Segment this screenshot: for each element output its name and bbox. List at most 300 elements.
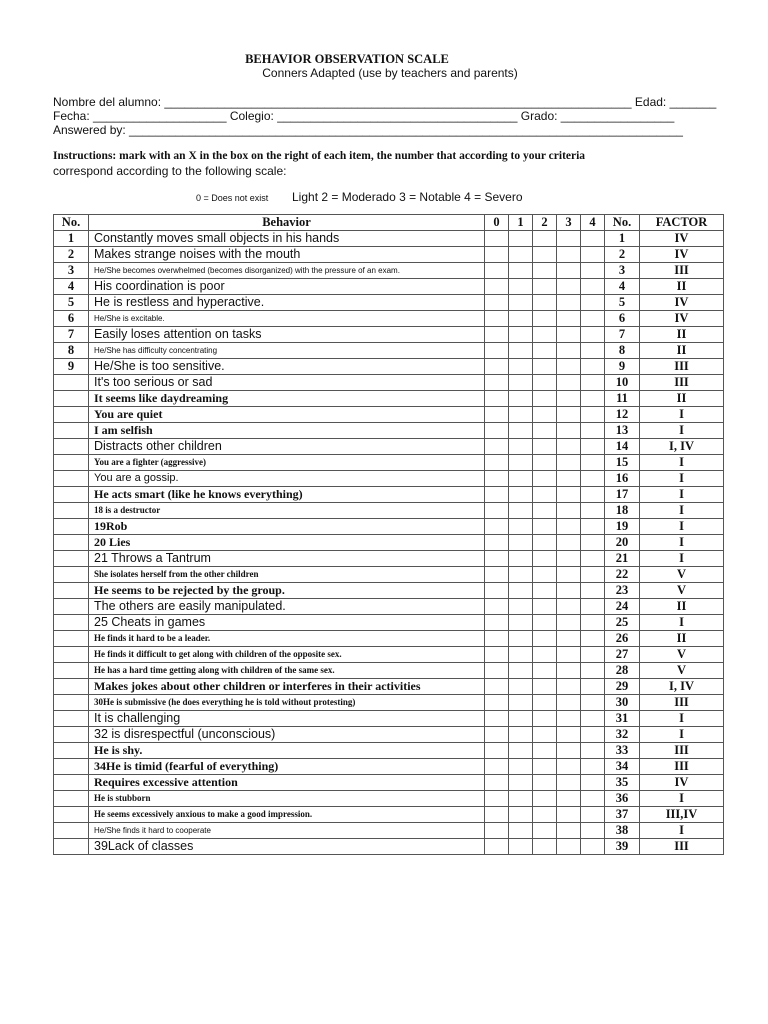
score-box-0[interactable]	[485, 807, 509, 823]
score-box-1[interactable]	[509, 759, 533, 775]
score-box-0[interactable]	[485, 407, 509, 423]
score-box-4[interactable]	[581, 839, 605, 855]
score-box-0[interactable]	[485, 279, 509, 295]
score-box-4[interactable]	[581, 711, 605, 727]
score-box-2[interactable]	[533, 471, 557, 487]
score-box-0[interactable]	[485, 423, 509, 439]
score-box-0[interactable]	[485, 519, 509, 535]
score-box-1[interactable]	[509, 583, 533, 599]
behavior-text: Makes strange noises with the mouth	[89, 247, 485, 263]
score-box-1[interactable]	[509, 631, 533, 647]
row-number-right: 8	[605, 343, 640, 359]
scale-zero: 0 = Does not exist	[196, 193, 269, 203]
factor-cell: II	[640, 279, 724, 295]
score-box-2[interactable]	[533, 727, 557, 743]
score-box-1[interactable]	[509, 711, 533, 727]
score-box-4[interactable]	[581, 791, 605, 807]
score-box-2[interactable]	[533, 759, 557, 775]
behavior-text: 25 Cheats in games	[89, 615, 485, 631]
score-box-1[interactable]	[509, 839, 533, 855]
behavior-text: Distracts other children	[89, 439, 485, 455]
factor-cell: II	[640, 343, 724, 359]
table-row	[54, 407, 724, 423]
score-box-2[interactable]	[533, 311, 557, 327]
score-box-1[interactable]	[509, 599, 533, 615]
score-box-2[interactable]	[533, 775, 557, 791]
row-number-right: 10	[605, 375, 640, 391]
score-box-4[interactable]	[581, 375, 605, 391]
factor-cell: IV	[640, 295, 724, 311]
table-row	[54, 439, 724, 455]
score-box-0[interactable]	[485, 535, 509, 551]
score-box-3[interactable]	[557, 359, 581, 375]
score-box-3[interactable]	[557, 727, 581, 743]
score-box-1[interactable]	[509, 727, 533, 743]
score-box-1[interactable]	[509, 375, 533, 391]
behavior-text: 21 Throws a Tantrum	[89, 551, 485, 567]
score-box-2[interactable]	[533, 823, 557, 839]
score-box-3[interactable]	[557, 743, 581, 759]
table-row	[54, 327, 724, 343]
col-header-score-4: 4	[581, 215, 605, 231]
score-box-2[interactable]	[533, 407, 557, 423]
row-number	[54, 567, 89, 583]
behavior-text: 32 is disrespectful (unconscious)	[89, 727, 485, 743]
score-box-3[interactable]	[557, 535, 581, 551]
table-row	[54, 423, 724, 439]
row-number	[54, 423, 89, 439]
score-box-0[interactable]	[485, 375, 509, 391]
row-number-right: 9	[605, 359, 640, 375]
score-box-0[interactable]	[485, 295, 509, 311]
score-box-3[interactable]	[557, 295, 581, 311]
row-number-right: 13	[605, 423, 640, 439]
score-box-3[interactable]	[557, 759, 581, 775]
score-box-0[interactable]	[485, 503, 509, 519]
score-box-0[interactable]	[485, 631, 509, 647]
score-box-1[interactable]	[509, 823, 533, 839]
score-box-3[interactable]	[557, 263, 581, 279]
row-number	[54, 759, 89, 775]
score-box-0[interactable]	[485, 775, 509, 791]
col-header-score-2: 2	[533, 215, 557, 231]
score-box-2[interactable]	[533, 535, 557, 551]
factor-cell: I, IV	[640, 439, 724, 455]
score-box-3[interactable]	[557, 519, 581, 535]
score-box-4[interactable]	[581, 695, 605, 711]
col-header-score-0: 0	[485, 215, 509, 231]
row-number	[54, 743, 89, 759]
score-box-1[interactable]	[509, 327, 533, 343]
score-box-0[interactable]	[485, 839, 509, 855]
score-box-4[interactable]	[581, 263, 605, 279]
score-box-2[interactable]	[533, 327, 557, 343]
behavior-text: He is stubborn	[89, 791, 485, 807]
row-number	[54, 519, 89, 535]
score-box-4[interactable]	[581, 295, 605, 311]
score-box-2[interactable]	[533, 743, 557, 759]
score-box-3[interactable]	[557, 231, 581, 247]
answered-by-line[interactable]: Answered by: ___________________________________________________________________________________	[53, 123, 683, 137]
date-school-grade-line[interactable]: Fecha: ____________________ Colegio: ____________________________________ Grado: _________________	[53, 109, 675, 123]
score-box-4[interactable]	[581, 615, 605, 631]
table-row	[54, 567, 724, 583]
behavior-text: He seems to be rejected by the group.	[89, 583, 485, 599]
score-box-0[interactable]	[485, 759, 509, 775]
score-box-1[interactable]	[509, 391, 533, 407]
score-box-3[interactable]	[557, 791, 581, 807]
score-box-4[interactable]	[581, 247, 605, 263]
table-row	[54, 535, 724, 551]
table-row	[54, 583, 724, 599]
score-box-3[interactable]	[557, 311, 581, 327]
score-box-4[interactable]	[581, 455, 605, 471]
score-box-2[interactable]	[533, 695, 557, 711]
score-box-2[interactable]	[533, 839, 557, 855]
table-row	[54, 679, 724, 695]
col-header-no: No.	[54, 215, 89, 231]
score-box-2[interactable]	[533, 615, 557, 631]
table-row	[54, 263, 724, 279]
score-box-3[interactable]	[557, 695, 581, 711]
score-box-0[interactable]	[485, 439, 509, 455]
score-box-0[interactable]	[485, 615, 509, 631]
row-number	[54, 823, 89, 839]
score-box-2[interactable]	[533, 375, 557, 391]
score-box-1[interactable]	[509, 423, 533, 439]
score-box-4[interactable]	[581, 279, 605, 295]
score-box-2[interactable]	[533, 807, 557, 823]
score-box-3[interactable]	[557, 551, 581, 567]
score-box-2[interactable]	[533, 711, 557, 727]
score-box-3[interactable]	[557, 503, 581, 519]
score-box-3[interactable]	[557, 599, 581, 615]
row-number	[54, 839, 89, 855]
score-box-2[interactable]	[533, 343, 557, 359]
score-box-1[interactable]	[509, 679, 533, 695]
score-box-1[interactable]	[509, 647, 533, 663]
behavior-text: It's too serious or sad	[89, 375, 485, 391]
scale-levels: Light 2 = Moderado 3 = Notable 4 = Severo	[292, 190, 523, 204]
score-box-4[interactable]	[581, 551, 605, 567]
factor-cell: II	[640, 631, 724, 647]
score-box-0[interactable]	[485, 647, 509, 663]
score-box-3[interactable]	[557, 391, 581, 407]
score-box-4[interactable]	[581, 471, 605, 487]
score-box-4[interactable]	[581, 359, 605, 375]
behavior-text: Easily loses attention on tasks	[89, 327, 485, 343]
score-box-4[interactable]	[581, 567, 605, 583]
score-box-0[interactable]	[485, 679, 509, 695]
score-box-0[interactable]	[485, 455, 509, 471]
score-box-3[interactable]	[557, 663, 581, 679]
score-box-1[interactable]	[509, 695, 533, 711]
row-number: 5	[54, 295, 89, 311]
score-box-2[interactable]	[533, 391, 557, 407]
behavior-table	[53, 214, 724, 855]
behavior-text: He/She is too sensitive.	[89, 359, 485, 375]
factor-cell: I	[640, 551, 724, 567]
score-box-1[interactable]	[509, 407, 533, 423]
factor-cell: III	[640, 759, 724, 775]
score-box-4[interactable]	[581, 647, 605, 663]
score-box-0[interactable]	[485, 231, 509, 247]
score-box-1[interactable]	[509, 439, 533, 455]
score-box-4[interactable]	[581, 663, 605, 679]
score-box-4[interactable]	[581, 311, 605, 327]
score-box-0[interactable]	[485, 263, 509, 279]
score-box-1[interactable]	[509, 471, 533, 487]
behavior-text: He acts smart (like he knows everything)	[89, 487, 485, 503]
table-row	[54, 391, 724, 407]
table-row	[54, 711, 724, 727]
score-box-4[interactable]	[581, 231, 605, 247]
score-box-2[interactable]	[533, 279, 557, 295]
score-box-1[interactable]	[509, 487, 533, 503]
table-row	[54, 471, 724, 487]
score-box-3[interactable]	[557, 423, 581, 439]
score-box-1[interactable]	[509, 231, 533, 247]
form-title: BEHAVIOR OBSERVATION SCALE	[245, 52, 449, 66]
score-box-2[interactable]	[533, 263, 557, 279]
score-box-4[interactable]	[581, 487, 605, 503]
score-box-4[interactable]	[581, 743, 605, 759]
score-box-4[interactable]	[581, 599, 605, 615]
score-box-0[interactable]	[485, 791, 509, 807]
score-box-3[interactable]	[557, 343, 581, 359]
table-row	[54, 455, 724, 471]
score-box-0[interactable]	[485, 711, 509, 727]
score-box-0[interactable]	[485, 599, 509, 615]
row-number: 7	[54, 327, 89, 343]
score-box-0[interactable]	[485, 247, 509, 263]
score-box-2[interactable]	[533, 679, 557, 695]
score-box-4[interactable]	[581, 583, 605, 599]
factor-cell: III,IV	[640, 807, 724, 823]
score-box-4[interactable]	[581, 807, 605, 823]
row-number-right: 31	[605, 711, 640, 727]
score-box-0[interactable]	[485, 359, 509, 375]
score-box-0[interactable]	[485, 343, 509, 359]
score-box-1[interactable]	[509, 663, 533, 679]
score-box-1[interactable]	[509, 519, 533, 535]
row-number-right: 22	[605, 567, 640, 583]
score-box-0[interactable]	[485, 567, 509, 583]
score-box-4[interactable]	[581, 343, 605, 359]
score-box-1[interactable]	[509, 503, 533, 519]
score-box-2[interactable]	[533, 439, 557, 455]
behavior-text: I am selfish	[89, 423, 485, 439]
score-box-1[interactable]	[509, 455, 533, 471]
row-number-right: 6	[605, 311, 640, 327]
row-number	[54, 583, 89, 599]
behavior-text: He finds it hard to be a leader.	[89, 631, 485, 647]
score-box-1[interactable]	[509, 567, 533, 583]
score-box-1[interactable]	[509, 263, 533, 279]
score-box-3[interactable]	[557, 455, 581, 471]
score-box-1[interactable]	[509, 311, 533, 327]
score-box-2[interactable]	[533, 567, 557, 583]
row-number-right: 20	[605, 535, 640, 551]
factor-cell: III	[640, 375, 724, 391]
score-box-2[interactable]	[533, 295, 557, 311]
factor-cell: I	[640, 615, 724, 631]
score-box-2[interactable]	[533, 551, 557, 567]
score-box-3[interactable]	[557, 567, 581, 583]
score-box-4[interactable]	[581, 327, 605, 343]
score-box-2[interactable]	[533, 231, 557, 247]
table-row	[54, 743, 724, 759]
score-box-2[interactable]	[533, 503, 557, 519]
score-box-0[interactable]	[485, 487, 509, 503]
score-box-2[interactable]	[533, 455, 557, 471]
table-row	[54, 231, 724, 247]
score-box-4[interactable]	[581, 775, 605, 791]
score-box-3[interactable]	[557, 679, 581, 695]
score-box-2[interactable]	[533, 359, 557, 375]
score-box-3[interactable]	[557, 247, 581, 263]
score-box-1[interactable]	[509, 359, 533, 375]
score-box-3[interactable]	[557, 471, 581, 487]
factor-cell: I	[640, 487, 724, 503]
factor-cell: V	[640, 647, 724, 663]
score-box-1[interactable]	[509, 743, 533, 759]
col-header-score-3: 3	[557, 215, 581, 231]
row-number	[54, 375, 89, 391]
behavior-text: You are a gossip.	[89, 471, 485, 487]
score-box-3[interactable]	[557, 631, 581, 647]
table-row	[54, 807, 724, 823]
table-row	[54, 775, 724, 791]
score-box-3[interactable]	[557, 487, 581, 503]
factor-cell: I	[640, 727, 724, 743]
score-box-3[interactable]	[557, 839, 581, 855]
score-box-2[interactable]	[533, 583, 557, 599]
row-number-right: 32	[605, 727, 640, 743]
row-number-right: 14	[605, 439, 640, 455]
score-box-3[interactable]	[557, 375, 581, 391]
score-box-0[interactable]	[485, 471, 509, 487]
table-row	[54, 551, 724, 567]
table-row	[54, 727, 724, 743]
factor-cell: III	[640, 743, 724, 759]
score-box-3[interactable]	[557, 279, 581, 295]
student-name-line[interactable]: Nombre del alumno: ______________________________________________________________________ Edad: _______	[53, 95, 717, 109]
row-number	[54, 599, 89, 615]
score-box-1[interactable]	[509, 247, 533, 263]
score-box-1[interactable]	[509, 551, 533, 567]
score-box-3[interactable]	[557, 807, 581, 823]
score-box-2[interactable]	[533, 791, 557, 807]
row-number	[54, 711, 89, 727]
score-box-1[interactable]	[509, 791, 533, 807]
score-box-0[interactable]	[485, 327, 509, 343]
score-box-1[interactable]	[509, 775, 533, 791]
score-box-3[interactable]	[557, 439, 581, 455]
score-box-4[interactable]	[581, 423, 605, 439]
score-box-0[interactable]	[485, 551, 509, 567]
score-box-2[interactable]	[533, 663, 557, 679]
score-box-4[interactable]	[581, 519, 605, 535]
factor-cell: I	[640, 519, 724, 535]
behavior-text: You are a fighter (aggressive)	[89, 455, 485, 471]
row-number-right: 28	[605, 663, 640, 679]
score-box-3[interactable]	[557, 327, 581, 343]
table-row	[54, 791, 724, 807]
score-box-1[interactable]	[509, 615, 533, 631]
score-box-3[interactable]	[557, 823, 581, 839]
factor-cell: V	[640, 583, 724, 599]
col-header-factor: FACTOR	[640, 215, 724, 231]
score-box-0[interactable]	[485, 823, 509, 839]
score-box-4[interactable]	[581, 759, 605, 775]
score-box-0[interactable]	[485, 311, 509, 327]
row-number: 9	[54, 359, 89, 375]
row-number-right: 39	[605, 839, 640, 855]
factor-cell: IV	[640, 775, 724, 791]
score-box-0[interactable]	[485, 727, 509, 743]
score-box-4[interactable]	[581, 535, 605, 551]
score-box-3[interactable]	[557, 583, 581, 599]
row-number-right: 19	[605, 519, 640, 535]
score-box-4[interactable]	[581, 407, 605, 423]
score-box-4[interactable]	[581, 631, 605, 647]
score-box-2[interactable]	[533, 647, 557, 663]
score-box-2[interactable]	[533, 631, 557, 647]
factor-cell: IV	[640, 231, 724, 247]
score-box-4[interactable]	[581, 439, 605, 455]
row-number	[54, 535, 89, 551]
score-box-0[interactable]	[485, 743, 509, 759]
score-box-0[interactable]	[485, 583, 509, 599]
row-number: 1	[54, 231, 89, 247]
score-box-2[interactable]	[533, 519, 557, 535]
score-box-0[interactable]	[485, 695, 509, 711]
score-box-1[interactable]	[509, 535, 533, 551]
behavior-text: He/She finds it hard to cooperate	[89, 823, 485, 839]
score-box-3[interactable]	[557, 647, 581, 663]
score-box-3[interactable]	[557, 407, 581, 423]
score-box-2[interactable]	[533, 487, 557, 503]
factor-cell: III	[640, 695, 724, 711]
score-box-4[interactable]	[581, 823, 605, 839]
score-box-3[interactable]	[557, 711, 581, 727]
behavior-text: He finds it difficult to get along with children of the opposite sex.	[89, 647, 485, 663]
score-box-0[interactable]	[485, 391, 509, 407]
score-box-4[interactable]	[581, 503, 605, 519]
factor-cell: III	[640, 839, 724, 855]
score-box-4[interactable]	[581, 391, 605, 407]
behavior-text: She isolates herself from the other children	[89, 567, 485, 583]
score-box-3[interactable]	[557, 615, 581, 631]
score-box-1[interactable]	[509, 279, 533, 295]
table-row	[54, 519, 724, 535]
score-box-4[interactable]	[581, 679, 605, 695]
score-box-1[interactable]	[509, 295, 533, 311]
score-box-2[interactable]	[533, 423, 557, 439]
score-box-2[interactable]	[533, 599, 557, 615]
row-number-right: 27	[605, 647, 640, 663]
row-number-right: 24	[605, 599, 640, 615]
score-box-1[interactable]	[509, 343, 533, 359]
score-box-4[interactable]	[581, 727, 605, 743]
score-box-3[interactable]	[557, 775, 581, 791]
score-box-1[interactable]	[509, 807, 533, 823]
score-box-2[interactable]	[533, 247, 557, 263]
row-number-right: 37	[605, 807, 640, 823]
score-box-0[interactable]	[485, 663, 509, 679]
behavior-text: Requires excessive attention	[89, 775, 485, 791]
